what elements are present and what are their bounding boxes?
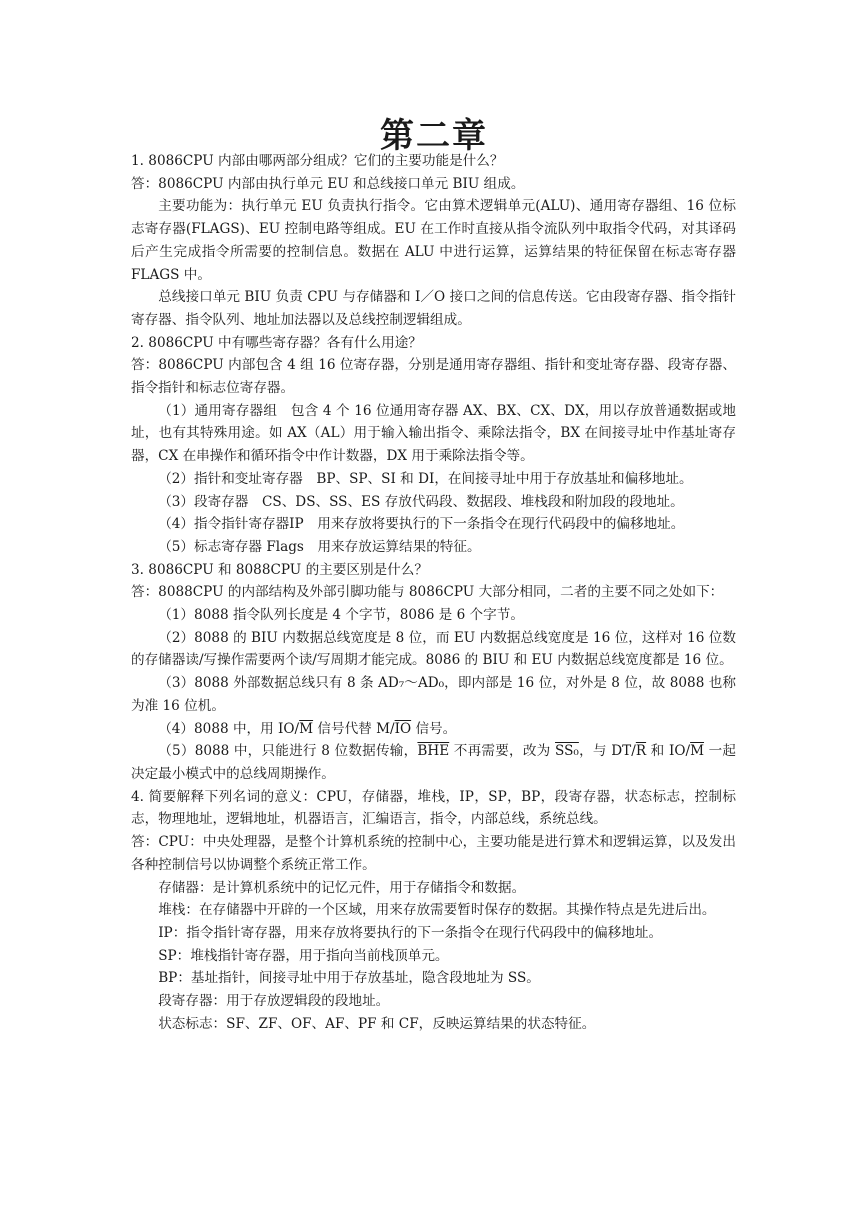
paragraph: 堆栈：在存储器中开辟的一个区域，用来存放需要暂时保存的数据。其操作特点是先进后出。 — [158, 902, 716, 919]
overlined-signal: $\overline{R}$ — [635, 743, 647, 760]
overlined-signal: $\overline{M}$ — [690, 743, 705, 760]
paragraph-group-a — [131, 150, 736, 718]
paragraph: （1）8088 指令队列长度是 4 个字节，8086 是 6 个字节。 — [158, 607, 524, 624]
paragraph: 4. 简要解释下列名词的意义：CPU，存储器，堆栈，IP，SP，BP，段寄存器，状态标志，控制标志，物理地址，逻辑地址，机器语言，汇编语言，指令，内部总线，系统总线。 — [131, 788, 736, 828]
paragraph: 段寄存器：用于存放逻辑段的段地址。 — [158, 993, 390, 1010]
paragraph: （4）指令指针寄存器IP 用来存放将要执行的下一条指令在现行代码段中的偏移地址。 — [158, 516, 685, 533]
paragraph: 存储器：是计算机系统中的记忆元件，用于存储指令和数据。 — [158, 879, 526, 896]
overlined-signal: $\overline{BHE}$ — [417, 743, 450, 760]
paragraph: 答：8086CPU 内部由执行单元 EU 和总线接口单元 BIU 组成。 — [131, 175, 525, 192]
text-run: （4）8088 中，用 — [158, 720, 279, 737]
paragraph: （5）标志寄存器 Flags 用来存放运算结果的特征。 — [158, 538, 481, 555]
paragraph: （2）8088 的 BIU 内数据总线宽度是 8 位，而 EU 内数据总线宽度是 16 位，这样对 16 位数的存储器读/写操作需要两个读/写周期才能完成。8086 的 BIU 和 EU 内数据总线宽度都是 16 位。 — [131, 629, 736, 669]
text-run: 信号。 — [411, 720, 457, 737]
overlined-signal: $\overline{IO}$ — [394, 720, 412, 737]
overlined-signal: $\overline{M}$ — [299, 720, 314, 737]
paragraph-group-b — [131, 786, 736, 1036]
overlined-signal: SS₀ — [555, 743, 579, 760]
paragraph: 状态标志：SF、ZF、OF、AF、PF 和 CF，反映运算结果的状态特征。 — [158, 1015, 596, 1032]
paragraph: 2. 8086CPU 中有哪些寄存器？各有什么用途？ — [131, 334, 422, 351]
paragraph: （1）通用寄存器组 包含 4 个 16 位通用寄存器 AX、BX、CX、DX，用以存放普通数据或地址，也有其特殊用途。如 AX（AL）用于输入输出指令、乘除法指令，BX 在间接寻址中作基址寄存器，CX 在串操作和循环指令中作计数器，DX 用于乘除法指令等。 — [131, 402, 736, 465]
text-run: 一起决定最小模式中的总线周期操作。 — [131, 743, 736, 782]
text-run: （5）8088 中，只能进行 8 位数据传输， — [158, 743, 418, 760]
paragraph: SP：堆栈指针寄存器，用于指向当前栈顶单元。 — [158, 947, 449, 964]
text-run: 不再需要，改为 — [449, 743, 556, 760]
paragraph: 总线接口单元 BIU 负责 CPU 与存储器和 I／O 接口之间的信息传送。它由段寄存器、指令指针寄存器、指令队列、地址加法器以及总线控制逻辑组成。 — [131, 289, 736, 328]
text-run: 和 IO/ — [646, 743, 691, 760]
text-run: 信号代替 M/ — [313, 720, 395, 737]
paragraph: 答：8086CPU 内部包含 4 组 16 位寄存器，分别是通用寄存器组、指针和变址寄存器、段寄存器、指令指针和标志位寄存器。 — [131, 357, 736, 397]
text-run: ，与 DT/ — [578, 743, 636, 760]
paragraph: 1. 8086CPU 内部由哪两部分组成？它们的主要功能是什么？ — [131, 153, 504, 169]
paragraph: （2）指针和变址寄存器 BP、SP、SI 和 DI，在间接寻址中用于存放基址和偏移地址。 — [158, 470, 693, 487]
paragraph: 答：8088CPU 的内部结构及外部引脚功能与 8086CPU 大部分相同，二者的主要不同之处如下： — [131, 584, 724, 601]
paragraph: 答：CPU：中央处理器，是整个计算机系统的控制中心，主要功能是进行算术和逻辑运算，以及发出各种控制信号以协调整个系统正常工作。 — [131, 834, 736, 873]
paragraph-signal-replace — [131, 718, 736, 741]
paragraph: 主要功能为：执行单元 EU 负责执行指令。它由算术逻辑单元(ALU)、通用寄存器组、16 位标志寄存器(FLAGS)、EU 控制电路等组成。EU 在工作时直接从指令流队列中取指令代码，对其译码后产生完成指令所需要的控制信息。数据在 ALU 中进行运算，运算结果的特征保留在标志寄存器 FLAGS 中。 — [131, 198, 736, 283]
text-run: IO/ — [278, 720, 300, 737]
paragraph: （3）段寄存器 CS、DS、SS、ES 存放代码段、数据段、堆栈段和附加段的段地址。 — [158, 493, 684, 510]
document-body — [131, 150, 736, 1035]
paragraph: IP：指令指针寄存器，用来存放将要执行的下一条指令在现行代码段中的偏移地址。 — [158, 924, 663, 941]
paragraph-8bit-transfer — [131, 740, 736, 785]
paragraph: （3）8088 外部数据总线只有 8 条 AD₇～AD₀，即内部是 16 位，对外是 8 位，故 8088 也称为准 16 位机。 — [131, 675, 736, 714]
paragraph: BP：基址指针，间接寻址中用于存放基址，隐含段地址为 SS。 — [158, 970, 540, 987]
chapter-title: 第二章 — [380, 116, 488, 156]
paragraph: 3. 8086CPU 和 8088CPU 的主要区别是什么？ — [131, 561, 428, 578]
